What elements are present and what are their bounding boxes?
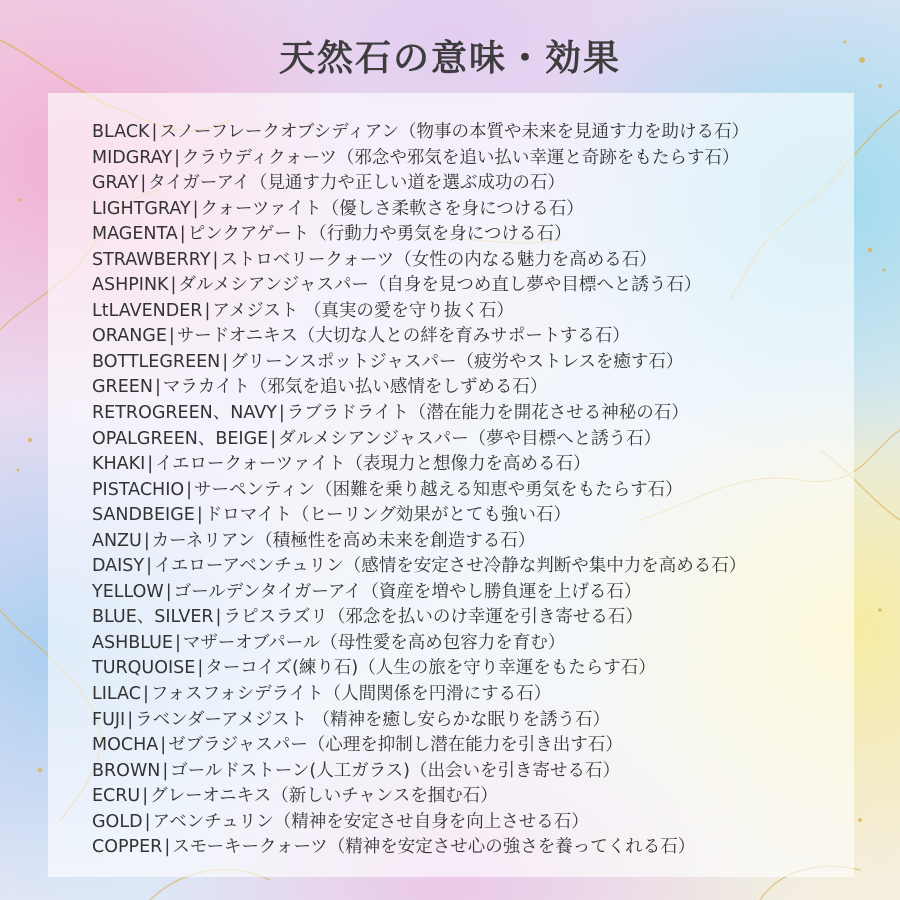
separator: | <box>165 581 172 602</box>
separator: | <box>142 786 149 807</box>
separator: | <box>127 709 134 730</box>
color-name: GOLD <box>92 811 143 832</box>
stone-description: イエローアベンチュリン（感情を安定させ冷静な判断や集中力を高める石） <box>154 556 747 577</box>
color-name: BLUE、SILVER <box>92 607 214 628</box>
color-name: OPALGREEN、BEIGE <box>92 428 269 449</box>
list-item <box>92 120 749 146</box>
stone-description: マラカイト（邪気を追い払い感情をしずめる石） <box>162 377 548 398</box>
color-name: FUJI <box>92 709 126 730</box>
stone-description: ゴールデンタイガーアイ（資産を増やし勝負運を上げる石） <box>173 581 642 602</box>
color-name: BOTTLEGREEN <box>92 351 221 372</box>
stone-description: イエロークォーツァイト（表現力と想像力を高める石） <box>155 454 591 475</box>
separator: | <box>143 530 150 551</box>
list-item <box>92 708 749 734</box>
list-item <box>92 452 749 478</box>
separator: | <box>154 377 161 398</box>
list-item <box>92 222 749 248</box>
stone-description: スノーフレークオブシディアン（物事の本質や未来を見通す力を助ける石） <box>159 122 750 142</box>
separator: | <box>170 275 177 296</box>
separator: | <box>151 122 158 142</box>
list-item <box>92 656 749 682</box>
stone-description: ダルメシアンジャスパー（夢や目標へと誘う石） <box>278 428 662 449</box>
stone-description: ゴールドストーン(人工ガラス)（出会いを引き寄せる石） <box>170 760 621 781</box>
list-item <box>92 682 749 708</box>
color-name: GRAY <box>92 173 139 194</box>
list-item <box>92 503 749 529</box>
list-item <box>92 248 749 274</box>
list-item <box>92 273 749 299</box>
list-item <box>92 835 749 861</box>
list-item <box>92 759 749 785</box>
stone-description: スモーキークォーツ（精神を安定させ心の強さを養ってくれる石） <box>172 837 696 858</box>
color-name: BROWN <box>92 760 161 781</box>
color-name: LtLAVENDER <box>92 300 203 321</box>
stone-description: フォスフォシデライト（人間関係を円滑にする石） <box>150 684 552 705</box>
list-item <box>92 478 749 504</box>
color-name: ANZU <box>92 530 142 551</box>
stone-description: ピンクアゲート（行動力や勇気を身につける石） <box>187 224 572 245</box>
color-name: PISTACHIO <box>92 479 185 500</box>
color-name: ECRU <box>92 786 141 807</box>
color-name: GREEN <box>92 377 153 398</box>
stone-description: グレーオニキス（新しいチャンスを掴む石） <box>150 786 498 807</box>
list-item <box>92 350 749 376</box>
color-name: SANDBEIGE <box>92 505 195 526</box>
separator: | <box>215 607 222 628</box>
list-item <box>92 401 749 427</box>
separator: | <box>179 224 186 245</box>
stone-description: アベンチュリン（精神を安定させ自身を向上させる石） <box>152 811 589 832</box>
stone-description: ダルメシアンジャスパー（自身を見つめ直し夢や目標へと誘う石） <box>178 275 702 296</box>
separator: | <box>186 479 193 500</box>
list-item <box>92 605 749 631</box>
stone-description: ラピスラズリ（邪念を払いのけ幸運を引き寄せる石） <box>223 607 643 628</box>
separator: | <box>197 658 204 679</box>
separator: | <box>174 147 180 168</box>
separator: | <box>175 632 181 653</box>
list-item <box>92 427 749 453</box>
separator: | <box>160 735 167 756</box>
separator: | <box>192 198 199 219</box>
stone-description: ラベンダーアメジスト （精神を癒し安らかな眠りを誘う石） <box>135 709 611 730</box>
color-name: DAISY <box>92 556 145 577</box>
stone-description: クォーツァイト（優しさ柔軟さを身につける石） <box>200 198 584 219</box>
list-item <box>92 529 749 555</box>
list-item <box>92 784 749 810</box>
list-item <box>92 299 749 325</box>
page-title: 天然石の意味・効果 <box>278 38 621 79</box>
stone-description: サードオニキス（大切な人との絆を育みサポートする石） <box>176 326 630 347</box>
color-name: KHAKI <box>92 454 146 475</box>
stone-meaning-list <box>92 120 749 861</box>
separator: | <box>144 811 151 832</box>
color-name: ASHPINK <box>92 275 169 296</box>
list-item <box>92 631 749 657</box>
separator: | <box>278 403 285 424</box>
separator: | <box>212 249 219 270</box>
list-item <box>92 580 749 606</box>
stone-description: ターコイズ(練り石)（人生の旅を守り幸運をもたらす石） <box>205 658 656 679</box>
stone-description: カーネリアン（積極性を高め未来を創造する石） <box>151 530 536 551</box>
stone-description: マザーオブパール（母性愛を高め包容力を育む） <box>182 632 566 653</box>
separator: | <box>204 300 211 321</box>
stone-description: ドロマイト（ヒーリング効果がとても強い石） <box>204 505 571 526</box>
stone-description: ストロベリークォーツ（女性の内なる魅力を高める石） <box>220 249 657 270</box>
stone-description: タイガーアイ（見通す力や正しい道を選ぶ成功の石） <box>148 173 565 194</box>
stone-description: ラブラドライト（潜在能力を開花させる神秘の石） <box>286 403 689 424</box>
separator: | <box>222 351 229 372</box>
color-name: MAGENTA <box>92 224 178 245</box>
stone-description: サーペンティン（困難を乗り越える知恵や勇気をもたらす石） <box>194 479 683 500</box>
list-item <box>92 733 749 759</box>
separator: | <box>140 173 147 194</box>
separator: | <box>162 760 169 781</box>
color-name: LIGHTGRAY <box>92 198 191 219</box>
stone-description: ゼブラジャスパー（心理を抑制し潜在能力を引き出す石） <box>168 735 623 756</box>
color-name: YELLOW <box>92 581 164 602</box>
color-name: COPPER <box>92 837 163 858</box>
color-name: ORANGE <box>92 326 167 347</box>
list-item <box>92 197 749 223</box>
separator: | <box>146 556 153 577</box>
list-item <box>92 810 749 836</box>
list-item <box>92 375 749 401</box>
color-name: MOCHA <box>92 735 159 756</box>
color-name: STRAWBERRY <box>92 249 211 270</box>
list-item <box>92 554 749 580</box>
color-name: TURQUOISE <box>92 658 196 679</box>
stone-description: グリーンスポットジャスパー（疲労やストレスを癒す石） <box>230 351 684 372</box>
separator: | <box>168 326 175 347</box>
color-name: RETROGREEN、NAVY <box>92 403 277 424</box>
separator: | <box>270 428 277 449</box>
list-item <box>92 171 749 197</box>
separator: | <box>147 454 154 475</box>
color-name: BLACK <box>92 122 150 142</box>
color-name: ASHBLUE <box>92 632 173 653</box>
color-name: LILAC <box>92 684 141 705</box>
separator: | <box>164 837 171 858</box>
list-item <box>92 146 749 172</box>
list-item <box>92 324 749 350</box>
stone-description: クラウディクォーツ（邪念や邪気を追い払い幸運と奇跡をもたらす石） <box>181 147 740 168</box>
separator: | <box>196 505 203 526</box>
separator: | <box>142 684 149 705</box>
color-name: MIDGRAY <box>92 147 173 168</box>
stone-description: アメジスト （真実の愛を守り抜く石） <box>212 300 514 321</box>
